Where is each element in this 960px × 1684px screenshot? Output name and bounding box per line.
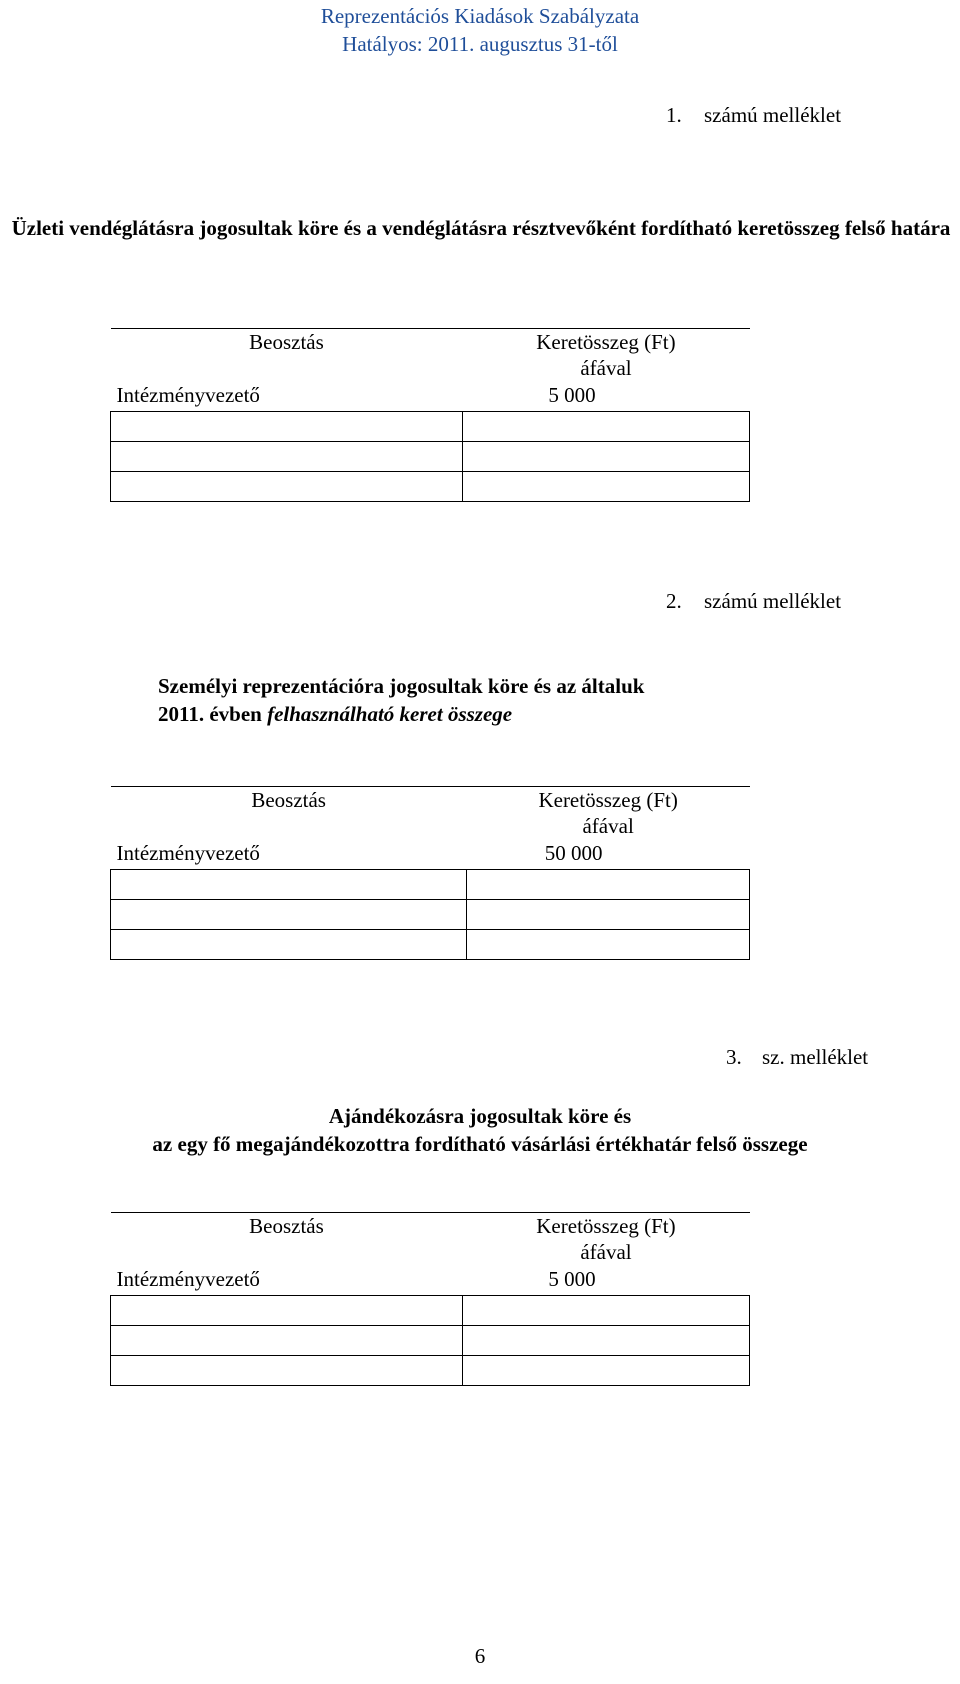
annex-2-title: Személyi reprezentációra jogosultak köre és az általuk 2011. évben felhasználható keret összege: [158, 674, 645, 726]
column-header-amount: Keretösszeg (Ft) áfával: [467, 787, 750, 840]
annex-3-text: sz. melléklet: [762, 1045, 869, 1069]
document-header: [0, 2, 960, 58]
amount-cell: 5 000: [548, 1267, 596, 1291]
table-row: [111, 1265, 750, 1296]
empty-row: [111, 412, 750, 442]
empty-row: [111, 1356, 750, 1386]
empty-row: [111, 442, 750, 472]
annex-2-label: [666, 588, 841, 614]
annex-2-text: számú melléklet: [704, 589, 842, 613]
table-row: [111, 381, 750, 412]
empty-row: [111, 1296, 750, 1326]
annex-2-table: [110, 786, 750, 960]
amount-cell: 50 000: [544, 841, 603, 865]
annex-1-text: számú melléklet: [704, 103, 842, 127]
effective-date: Hatályos: 2011. augusztus 31-től: [342, 32, 618, 56]
column-header-amount: Keretösszeg (Ft) áfával: [462, 1213, 749, 1266]
annex-1-table: [110, 328, 750, 502]
document-title: Reprezentációs Kiadások Szabályzata: [320, 4, 640, 28]
annex-2-number: 2.: [666, 589, 682, 613]
empty-row: [111, 472, 750, 502]
annex-3-table: [110, 1212, 750, 1386]
empty-row: [111, 900, 750, 930]
position-cell: Intézményvezető: [116, 383, 260, 407]
amount-cell: 5 000: [548, 383, 596, 407]
annex-3-label: [726, 1044, 868, 1070]
annex-1-title: Üzleti vendéglátásra jogosultak köre és a vendéglátásra résztvevőként fordítható keretösszeg felső határa: [11, 216, 951, 240]
annex-3-number: 3.: [726, 1045, 742, 1069]
annex-1-number: 1.: [666, 103, 682, 127]
column-header-position: Beosztás: [111, 787, 467, 840]
column-header-amount: Keretösszeg (Ft) áfával: [462, 329, 749, 382]
position-cell: Intézményvezető: [116, 1267, 260, 1291]
annex-1-label: [666, 102, 841, 128]
page-number: 6: [474, 1644, 486, 1668]
column-header-position: Beosztás: [111, 329, 463, 382]
empty-row: [111, 1326, 750, 1356]
annex-3-title: Ajándékozásra jogosultak köre és az egy fő megajándékozottra fordítható vásárlási értékhatár felső összege: [152, 1104, 808, 1156]
table-row: [111, 839, 750, 870]
empty-row: [111, 870, 750, 900]
position-cell: Intézményvezető: [116, 841, 260, 865]
empty-row: [111, 930, 750, 960]
column-header-position: Beosztás: [111, 1213, 463, 1266]
